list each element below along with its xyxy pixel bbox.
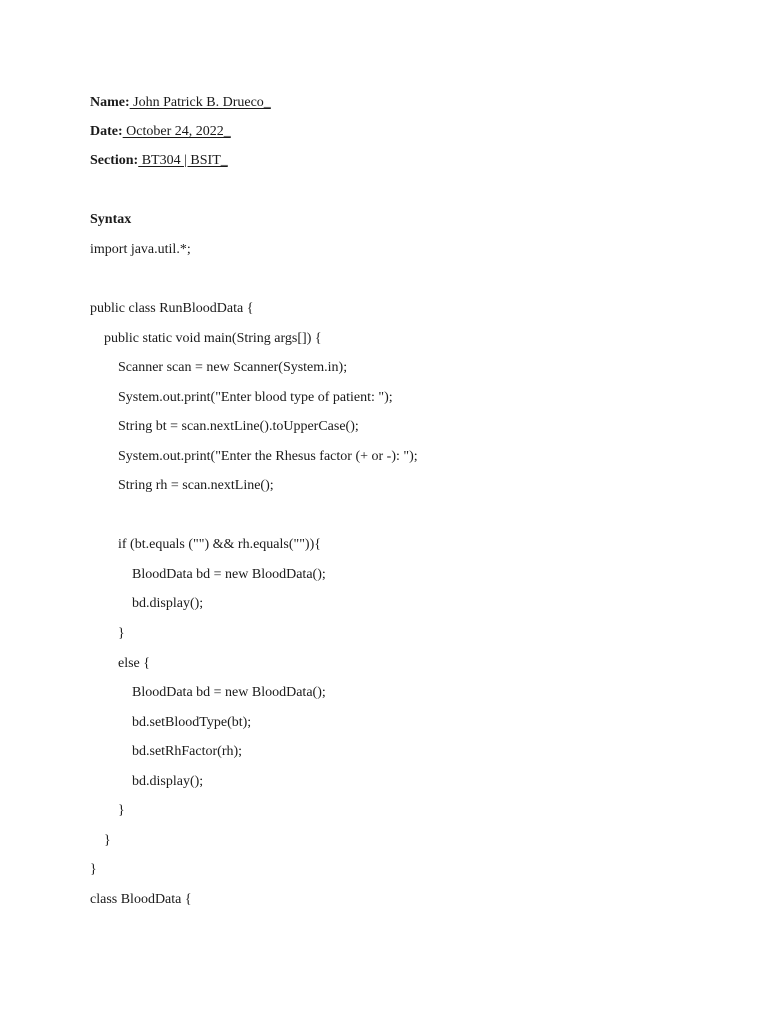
code-line: } [90,862,97,877]
code-line: bd.display(); [90,774,204,789]
code-line: } [90,833,111,848]
name-label: Name: [90,95,130,110]
code-line: } [90,803,125,818]
code-line: bd.setRhFactor(rh); [90,744,243,759]
code-line: bd.display(); [90,596,204,611]
code-line: else { [90,656,150,671]
code-line: if (bt.equals ("") && rh.equals("")){ [90,537,321,552]
code-line: String rh = scan.nextLine(); [90,478,274,493]
code-line: BloodData bd = new BloodData(); [90,567,326,582]
code-line: BloodData bd = new BloodData(); [90,685,326,700]
code-line: Scanner scan = new Scanner(System.in); [90,360,348,375]
section-label: Section: [90,153,139,168]
code-line: } [90,626,125,641]
syntax-heading: Syntax [90,212,132,227]
code-line: public static void main(String args[]) { [90,331,322,346]
name-value: John Patrick B. Drueco_ [129,95,271,110]
section-line [90,152,228,170]
code-line: String bt = scan.nextLine().toUpperCase(); [90,419,359,434]
code-line: bd.setBloodType(bt); [90,715,252,730]
date-line [90,123,231,141]
code-line: import java.util.*; [90,242,191,257]
code-line: class BloodData { [90,892,192,907]
code-line: System.out.print("Enter blood type of patient: "); [90,390,393,405]
section-value: BT304 | BSIT_ [138,153,228,168]
date-label: Date: [90,124,123,139]
code-line: public class RunBloodData { [90,301,254,316]
code-line: System.out.print("Enter the Rhesus factor (+ or -): "); [90,449,418,464]
date-value: October 24, 2022_ [122,124,231,139]
name-line [90,94,271,112]
